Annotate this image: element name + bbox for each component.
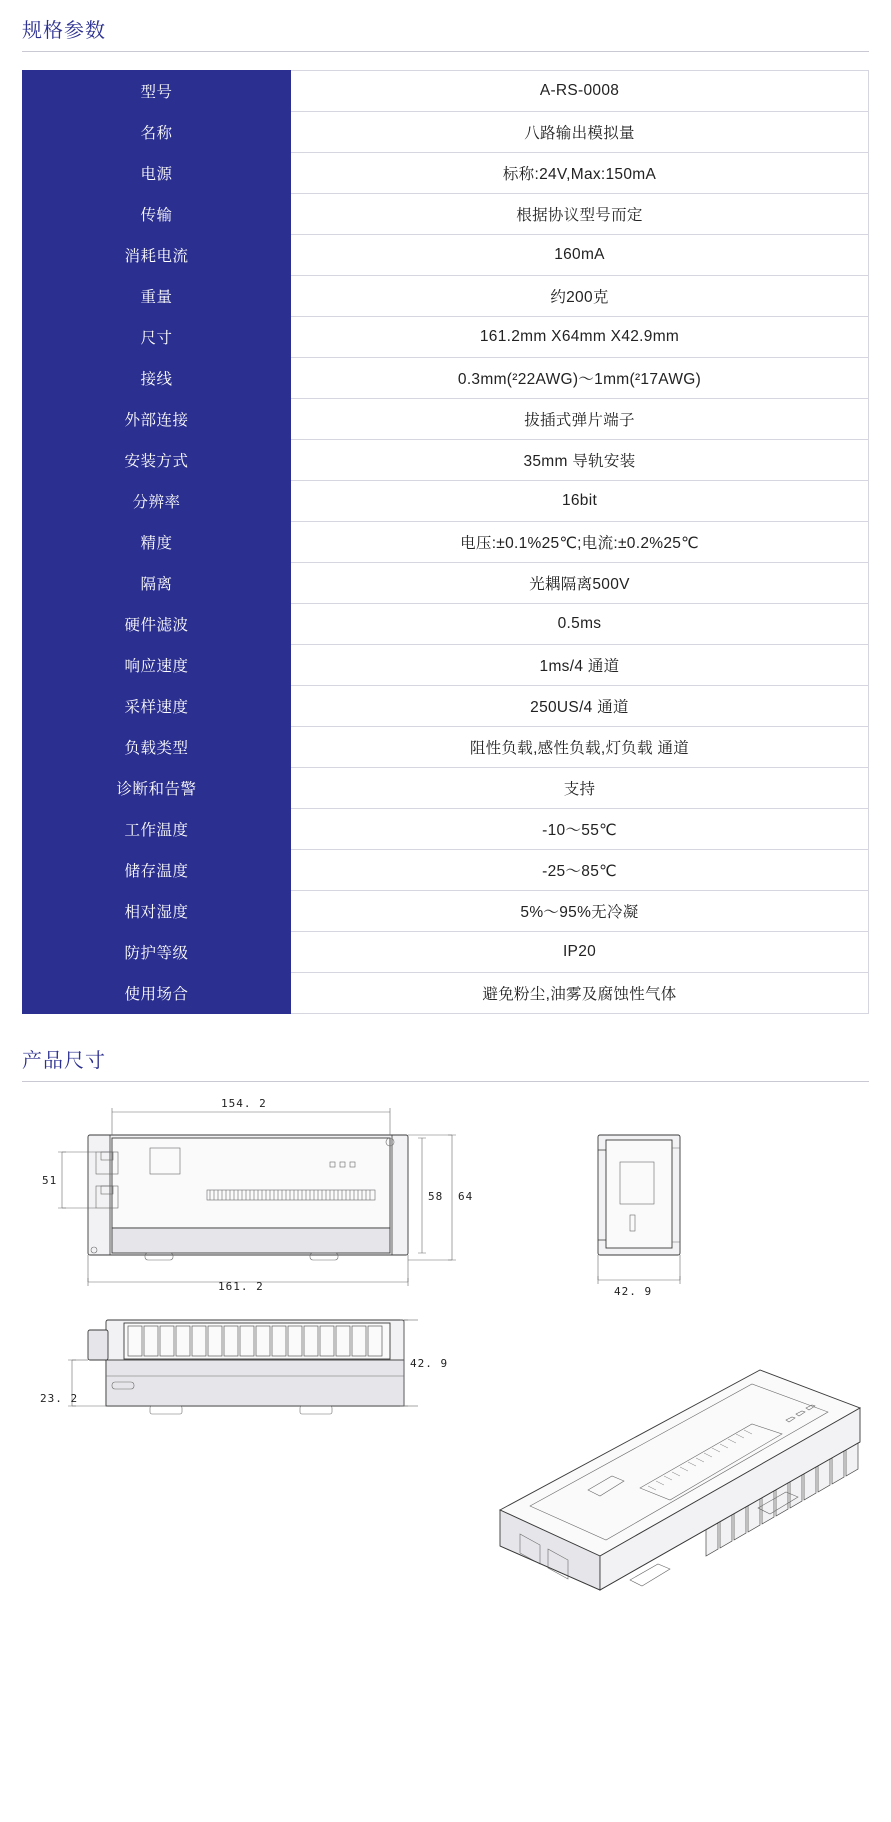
- dim-front-height-outer: 64: [458, 1190, 474, 1203]
- table-row: [23, 973, 869, 1014]
- spec-value: 1ms/4 通道: [291, 645, 869, 686]
- spec-value: 16bit: [291, 481, 869, 522]
- table-row: [23, 153, 869, 194]
- spec-key: 防护等级: [23, 932, 291, 973]
- spec-value: 根据协议型号而定: [291, 194, 869, 235]
- table-row: [23, 358, 869, 399]
- table-row: [23, 645, 869, 686]
- spec-value: 电压:±0.1%25℃;电流:±0.2%25℃: [291, 522, 869, 563]
- dimension-title: 产品尺寸: [22, 1050, 106, 1072]
- spec-value: 35mm 导轨安装: [291, 440, 869, 481]
- spec-key: 隔离: [23, 563, 291, 604]
- spec-key: 负载类型: [23, 727, 291, 768]
- dimension-divider: [22, 1081, 869, 1082]
- spec-value: 拔插式弹片端子: [291, 399, 869, 440]
- table-row: [23, 850, 869, 891]
- spec-value: 阻性负载,感性负载,灯负载 通道: [291, 727, 869, 768]
- table-row: [23, 604, 869, 645]
- product-dimension-drawings: [0, 1090, 891, 1630]
- spec-key: 名称: [23, 112, 291, 153]
- side-view-drawing: [598, 1135, 680, 1298]
- spec-key: 硬件滤波: [23, 604, 291, 645]
- dim-top-height: 23. 2: [40, 1392, 79, 1405]
- spec-value: IP20: [291, 932, 869, 973]
- spec-key: 传输: [23, 194, 291, 235]
- spec-key: 响应速度: [23, 645, 291, 686]
- dim-front-width-inner: 154. 2: [221, 1097, 267, 1110]
- spec-value: 161.2mm X64mm X42.9mm: [291, 317, 869, 358]
- table-row: [23, 481, 869, 522]
- table-row: [23, 112, 869, 153]
- spec-value: 5%～95%无冷凝: [291, 891, 869, 932]
- spec-value: -10～55℃: [291, 809, 869, 850]
- spec-value: 0.5ms: [291, 604, 869, 645]
- spec-key: 采样速度: [23, 686, 291, 727]
- table-row: [23, 399, 869, 440]
- spec-key: 工作温度: [23, 809, 291, 850]
- front-view-drawing: [42, 1097, 473, 1293]
- table-row: [23, 563, 869, 604]
- spec-key: 型号: [23, 71, 291, 112]
- spec-key: 储存温度: [23, 850, 291, 891]
- table-row: [23, 768, 869, 809]
- spec-value: 250US/4 通道: [291, 686, 869, 727]
- spec-value: 约200克: [291, 276, 869, 317]
- spec-value: 0.3mm(²22AWG)～1mm(²17AWG): [291, 358, 869, 399]
- dim-side-width: 42. 9: [614, 1285, 653, 1298]
- spec-key: 电源: [23, 153, 291, 194]
- table-row: [23, 440, 869, 481]
- spec-key: 相对湿度: [23, 891, 291, 932]
- page-title: 规格参数: [22, 20, 106, 42]
- dim-top-depth: 42. 9: [410, 1357, 449, 1370]
- specification-table: [22, 70, 869, 1014]
- spec-key: 重量: [23, 276, 291, 317]
- spec-key: 尺寸: [23, 317, 291, 358]
- table-row: [23, 727, 869, 768]
- spec-value: 光耦隔离500V: [291, 563, 869, 604]
- table-row: [23, 932, 869, 973]
- spec-value: 支持: [291, 768, 869, 809]
- spec-value: 八路输出模拟量: [291, 112, 869, 153]
- dim-front-height-left: 51: [42, 1174, 58, 1187]
- spec-key: 接线: [23, 358, 291, 399]
- table-row: [23, 194, 869, 235]
- table-row: [23, 809, 869, 850]
- spec-value: -25～85℃: [291, 850, 869, 891]
- spec-key: 诊断和告警: [23, 768, 291, 809]
- spec-key: 使用场合: [23, 973, 291, 1014]
- table-row: [23, 71, 869, 112]
- dim-front-width-outer: 161. 2: [218, 1280, 264, 1293]
- spec-value: 160mA: [291, 235, 869, 276]
- spec-value: 标称:24V,Max:150mA: [291, 153, 869, 194]
- table-row: [23, 891, 869, 932]
- spec-key: 消耗电流: [23, 235, 291, 276]
- spec-value: A-RS-0008: [291, 71, 869, 112]
- spec-key: 精度: [23, 522, 291, 563]
- isometric-view-drawing: [500, 1370, 860, 1590]
- dim-front-height-inner: 58: [428, 1190, 444, 1203]
- table-row: [23, 686, 869, 727]
- title-divider: [22, 51, 869, 52]
- table-row: [23, 276, 869, 317]
- spec-value: 避免粉尘,油雾及腐蚀性气体: [291, 973, 869, 1014]
- spec-key: 分辨率: [23, 481, 291, 522]
- table-row: [23, 235, 869, 276]
- spec-key: 外部连接: [23, 399, 291, 440]
- table-row: [23, 317, 869, 358]
- dimension-section-header: [0, 1014, 891, 1082]
- spec-key: 安装方式: [23, 440, 291, 481]
- spec-section-header: [0, 0, 891, 52]
- table-row: [23, 522, 869, 563]
- top-view-drawing: [40, 1320, 448, 1414]
